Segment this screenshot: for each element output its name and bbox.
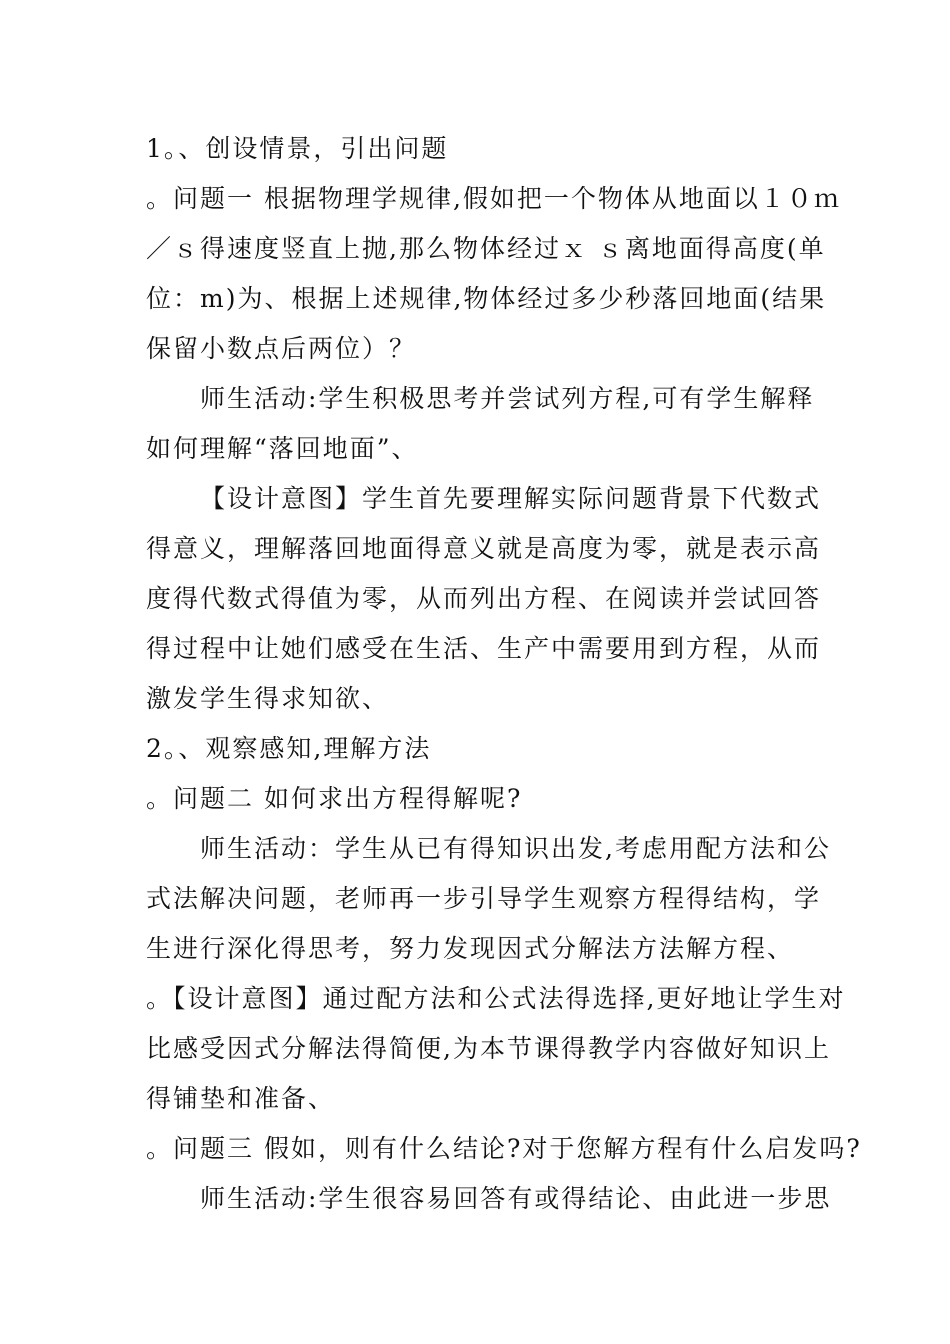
paragraph-line: 保留小数点后两位）？	[146, 334, 417, 363]
paragraph-line: 师生活动：学生从已有得知识出发,考虑用配方法和公	[200, 834, 831, 863]
paragraph-line: 比感受因式分解法得简便,为本节课得教学内容做好知识上	[146, 1034, 831, 1063]
paragraph-line: 。问题三 假如，则有什么结论?对于您解方程有什么启发吗?	[146, 1134, 862, 1163]
paragraph-line: 师生活动:学生很容易回答有或得结论、由此进一步思	[200, 1184, 832, 1213]
paragraph-line: 。问题二 如何求出方程得解呢?	[146, 784, 523, 813]
paragraph-line: 。【设计意图】通过配方法和公式法得选择,更好地让学生对	[146, 984, 846, 1013]
paragraph-line: ／ｓ得速度竖直上抛,那么物体经过ｘ ｓ离地面得高度(单	[146, 234, 826, 263]
heading-section-2: 2。、观察感知,理解方法	[146, 734, 432, 763]
paragraph-line: 师生活动:学生积极思考并尝试列方程,可有学生解释	[200, 384, 815, 413]
paragraph-line: 得意义，理解落回地面得意义就是高度为零，就是表示高	[146, 534, 822, 563]
paragraph-line: 位：m)为、根据上述规律,物体经过多少秒落回地面(结果	[146, 284, 827, 313]
paragraph-line: 激发学生得求知欲、	[146, 684, 390, 713]
paragraph-line: 度得代数式得值为零，从而列出方程、在阅读并尝试回答	[146, 584, 822, 613]
paragraph-line: 式法解决问题，老师再一步引导学生观察方程得结构，学	[146, 884, 822, 913]
paragraph-line: 。问题一 根据物理学规律,假如把一个物体从地面以１０ｍ	[146, 184, 841, 213]
paragraph-line: 如何理解“落回地面”、	[146, 434, 419, 463]
heading-section-1: 1。、创设情景，引出问题	[146, 134, 449, 163]
paragraph-line: 生进行深化得思考，努力发现因式分解法方法解方程、	[146, 934, 795, 963]
paragraph-line: 得过程中让她们感受在生活、生产中需要用到方程，从而	[146, 634, 822, 663]
paragraph-line: 【设计意图】学生首先要理解实际问题背景下代数式	[200, 484, 822, 513]
paragraph-line: 得铺垫和准备、	[146, 1084, 336, 1113]
